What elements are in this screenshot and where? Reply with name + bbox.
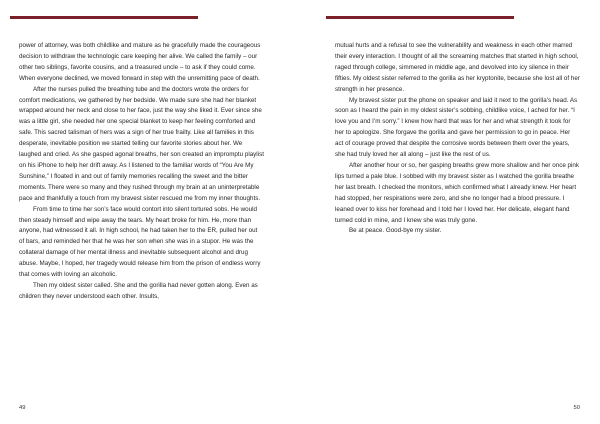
body-text bbox=[19, 41, 264, 303]
page-number: 49 bbox=[19, 405, 26, 411]
paragraph: power of attorney, was both childlike and mature as he gracefully made the courageous decision to withdraw the technologic care keeping her alive. We called the family – our other two siblings, favorite cousins, and a treasured uncle – to ask if they could come. When everyone declined, we moved forward in step with the unremitting pace of death. bbox=[19, 42, 261, 82]
paragraph: After the nurses pulled the breathing tube and the doctors wrote the orders for comfort medications, we gathered by her bedside. We made sure she had her blanket wrapped around her neck and close to her face, just the way she liked it. Ever since she was a little girl, she needed her one special blanket to keep her feeling comforted and safe. This sacred talisman of hers was a sign of her true frailty. Like all families in this desperate, inevitable position we started telling our favorite stories about her. We laughed and cried. As she gasped agonal breaths, her son created an impromptu playlist on his iPhone to help her drift away. As I listened to the familiar words of “You Are My Sunshine,” I floated in and out of family memories recalling the sweet and the bitter moments. There were so many and they rushed through my brain at an uninterpretable pace and thankfully a touch from my bravest sister rescued me from my inner thoughts. bbox=[19, 85, 264, 202]
top-rule bbox=[10, 16, 198, 19]
page-number: 50 bbox=[573, 405, 580, 411]
paragraph: Then my oldest sister called. She and the gorilla had never gotten along. Even as children they never understood each other. Insults, bbox=[19, 281, 258, 300]
body-text bbox=[335, 41, 580, 237]
paragraph: From time to time her son’s face would contort into silent tortured sobs. He would then steady himself and wipe away the tears. My heart broke for him. He, more than anyone, had witnessed it all. In high school, he had taken her to the ER, pulled her out of bars, and reminded her that he was her son when she was in a stupor. He was the collateral damage of her mental illness and inevitable subsequent alcohol and drug abuse. Maybe, I hoped, her tragedy would release him from the prison of endless worry that comes with loving an alcoholic. bbox=[19, 205, 261, 279]
paragraph: My bravest sister put the phone on speaker and laid it next to the gorilla’s head. As soon as I heard the pain in my oldest sister’s sobbing, childlike voice, I ached for her. “I love you and I’m sorry.” I knew how hard that was for her and what strength it took for her to apologize. She forgave the gorilla and gave her permission to go in peace. Her act of courage proved that despite the corrosive words between them over the years, she had truly loved her all along – just like the rest of us. bbox=[335, 96, 578, 159]
paragraph: mutual hurts and a refusal to see the vulnerability and weakness in each other marred their every interaction. I thought of all the screaming matches that started in high school, raged through college, simmered in middle age, and devolved into icy silence in their fifties. My oldest sister referred to the gorilla as her kryptonite, because she lost all of her strength in her presence. bbox=[335, 42, 580, 93]
right-page bbox=[300, 0, 600, 424]
top-rule bbox=[326, 16, 514, 19]
paragraph: After another hour or so, her gasping breaths grew more shallow and her once pink lips turned a pale blue. I sobbed with my bravest sister as I watched the gorilla breathe her last breath. I checked the monitors, which confirmed what I already knew. Her heart had stopped, her respirations were zero, and she no longer had a blood pressure. I leaned over to kiss her forehead and I told her I loved her. Her delicate, elegant hand turned cold in mine, and I knew she was truly gone. bbox=[335, 161, 579, 224]
paragraph: Be at peace. Good-bye my sister. bbox=[349, 227, 442, 235]
